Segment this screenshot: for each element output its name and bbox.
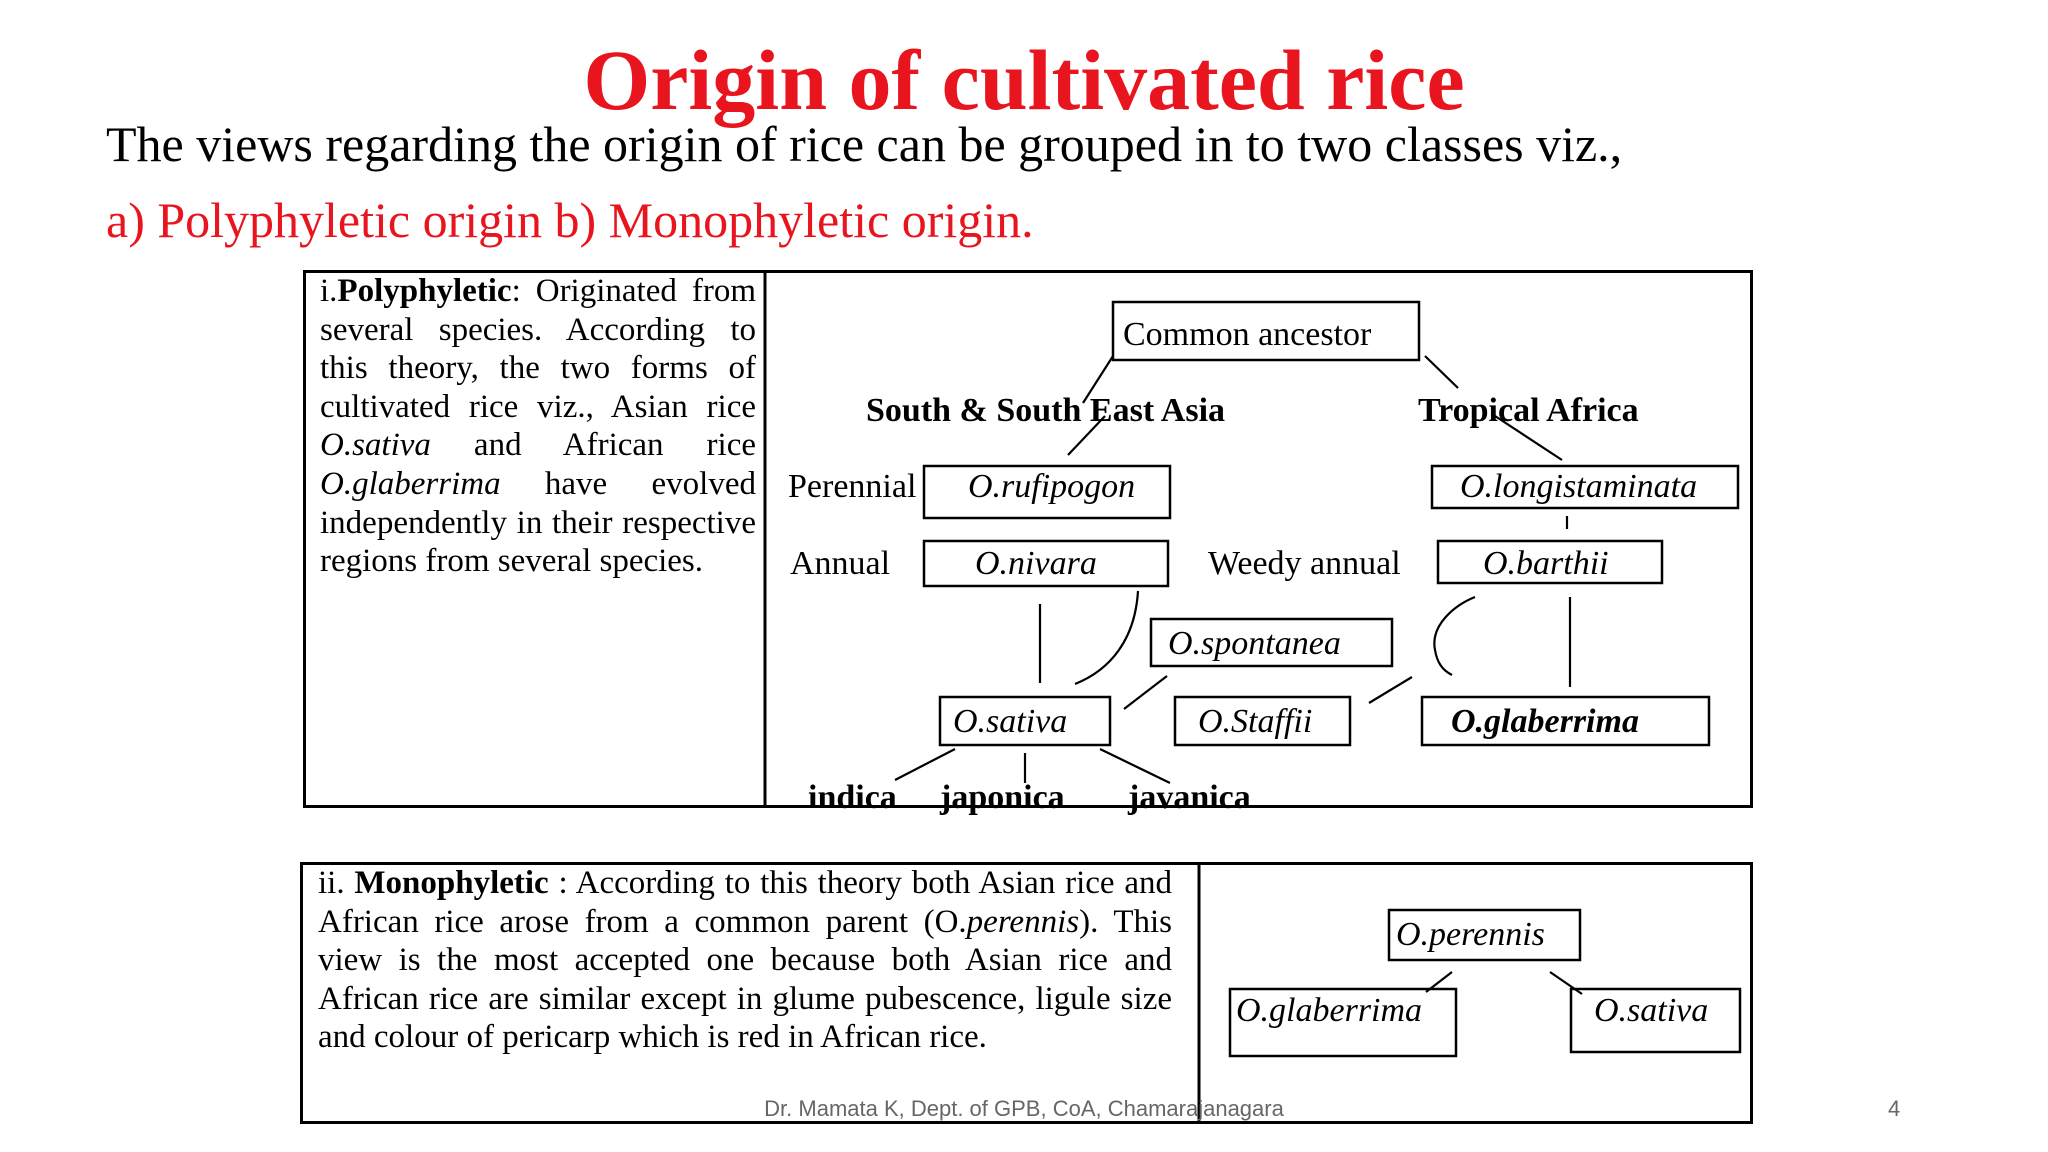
- label-indica: indica: [808, 779, 897, 816]
- line-barthii-staffii: [1369, 677, 1412, 703]
- label-region-asia: South & South East Asia: [866, 392, 1226, 429]
- label-glaberrima: O.glaberrima: [1451, 703, 1639, 740]
- page-number: 4: [1888, 1096, 1901, 1121]
- label-weedy-annual: Weedy annual: [1208, 545, 1401, 582]
- label-region-africa: Tropical Africa: [1418, 392, 1639, 429]
- line-spontanea-sativa: [1124, 676, 1167, 709]
- poly-text-b: and African rice: [430, 427, 756, 464]
- line-sativa-indica: [895, 749, 955, 780]
- label-longistaminata: O.longistaminata: [1460, 468, 1698, 505]
- mono-term: Monophyletic: [354, 865, 549, 901]
- label-javanica: javanica: [1128, 779, 1251, 816]
- slide-title: Origin of cultivated rice: [583, 32, 1465, 128]
- poly-text-c: have evolved independently in their respective regions from several species.: [320, 465, 756, 580]
- poly-prefix: i.: [320, 273, 338, 309]
- line-sativa-javanica: [1100, 749, 1170, 783]
- mono-prefix: ii.: [318, 865, 355, 901]
- label-mono-glaberrima: O.glaberrima: [1236, 992, 1423, 1029]
- slide-footer: Dr. Mamata K, Dept. of GPB, CoA, Chamarajanagara: [764, 1096, 1284, 1121]
- poly-species-glaberrima: O.glaberrima: [320, 465, 501, 502]
- line-ancestor-africa: [1425, 356, 1458, 388]
- label-perennial: Perennial: [788, 468, 917, 505]
- poly-term: Polyphyletic: [337, 273, 512, 309]
- poly-text-a: : Originated from several species. According to this theory, the two forms of cultivated rice viz., Asian rice: [320, 273, 756, 425]
- intro-text: The views regarding the origin of rice can be grouped in to two classes viz.,: [106, 116, 1623, 172]
- poly-species-sativa: O.sativa: [320, 427, 431, 464]
- label-perennis: O.perennis: [1396, 916, 1545, 953]
- classes-text: a) Polyphyletic origin b) Monophyletic origin.: [106, 192, 1034, 248]
- label-common-ancestor: Common ancestor: [1123, 316, 1372, 353]
- panel2-connectors: [1426, 972, 1582, 994]
- label-barthii: O.barthii: [1483, 545, 1609, 582]
- label-spontanea: O.spontanea: [1168, 625, 1341, 662]
- mono-text-a: : According to this theory both Asian rice and African rice arose from a common parent (O.: [318, 865, 1172, 940]
- label-nivara: O.nivara: [975, 545, 1097, 582]
- label-mono-sativa: O.sativa: [1594, 992, 1709, 1029]
- label-annual: Annual: [790, 545, 891, 582]
- label-japonica: japonica: [940, 779, 1065, 816]
- label-sativa: O.sativa: [953, 703, 1068, 740]
- curve-nivara-sativa: [1075, 591, 1138, 684]
- mono-text-b: ). This view is the most accepted one because both Asian rice and African rice are similar except in glume pubescence, ligule size and colour of pericarp which is red in African rice.: [318, 903, 1172, 1056]
- curve-barthii-spontanea: [1434, 597, 1475, 675]
- mono-species-perennis: perennis: [966, 903, 1080, 940]
- label-rufipogon: O.rufipogon: [968, 468, 1136, 505]
- line-perennis-sativa: [1550, 972, 1582, 994]
- label-staffii: O.Staffii: [1198, 703, 1313, 740]
